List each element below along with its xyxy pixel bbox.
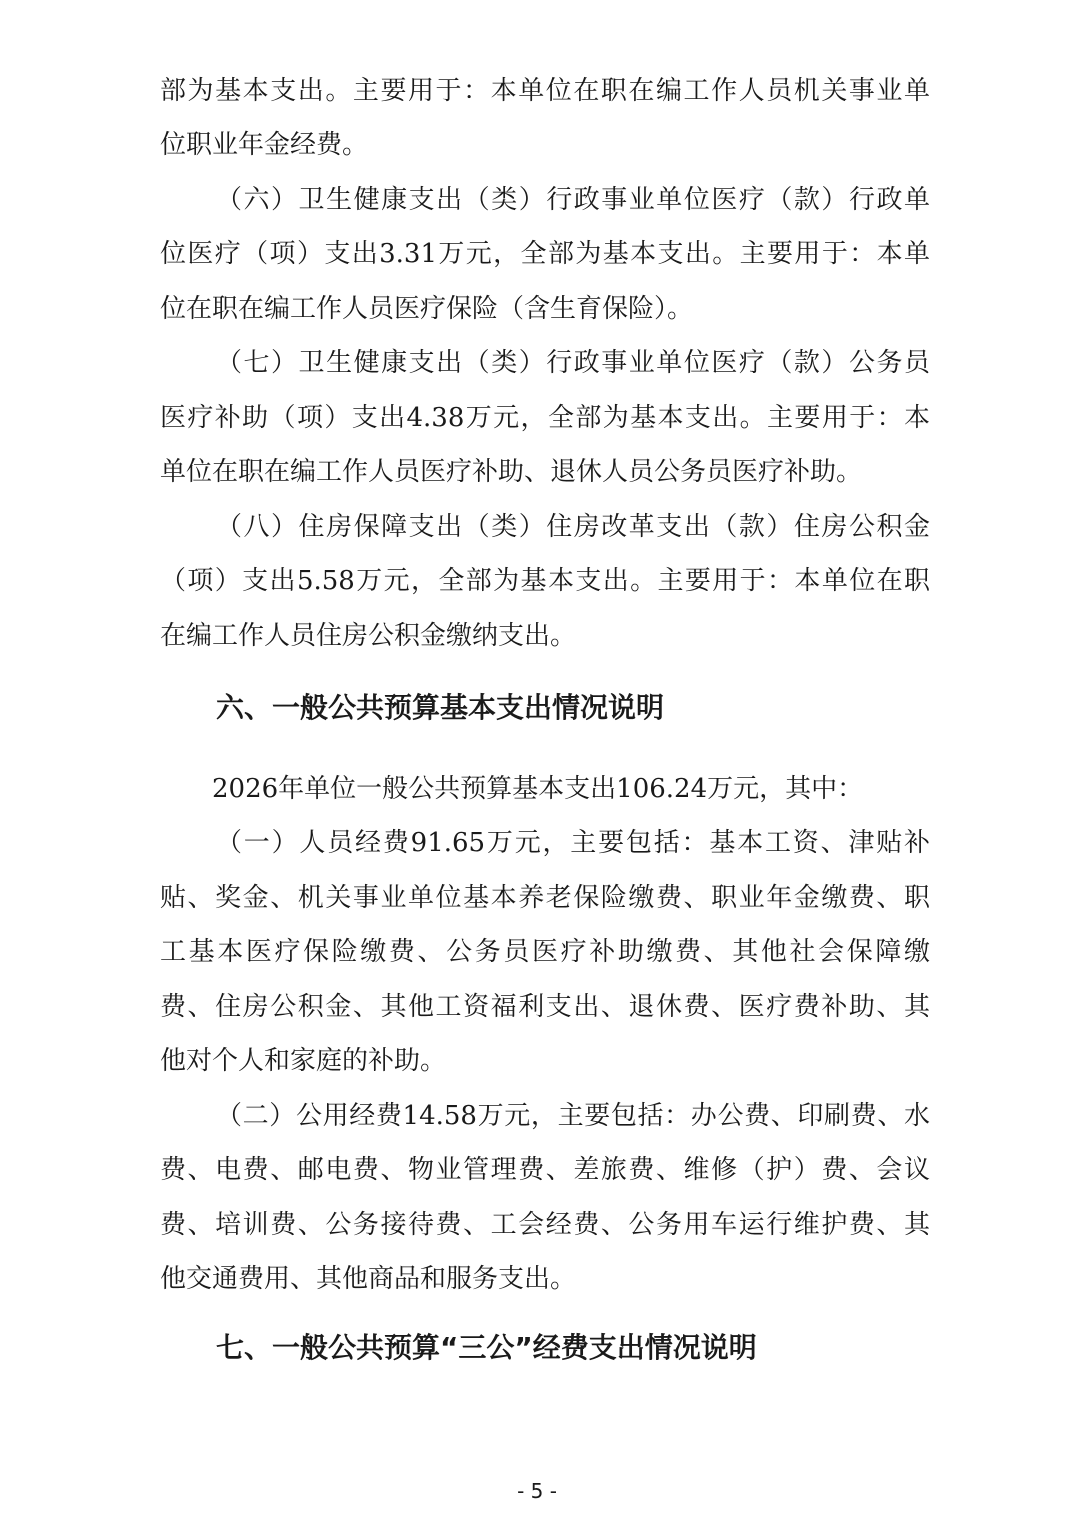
section-6-b-line-3: 费、培训费、公务接待费、工会经费、公务用车运行维护费、其 — [160, 1210, 930, 1240]
section-6-a-line-5: 他对个人和家庭的补助。 — [160, 1046, 447, 1076]
section-6-b-line-2: 费、电费、邮电费、物业管理费、差旅费、维修（护）费、会议 — [160, 1155, 930, 1185]
body-line-cont-1: 部为基本支出。主要用于：本单位在职在编工作人员机关事业单 — [160, 76, 930, 106]
body-line-8-2: （项）支出5.58万元，全部为基本支出。主要用于：本单位在职 — [160, 566, 930, 596]
body-line-cont-2: 位职业年金经费。 — [160, 130, 369, 160]
section-6-heading: 六、一般公共预算基本支出情况说明 — [216, 691, 665, 724]
body-line-6-2: 位医疗（项）支出3.31万元，全部为基本支出。主要用于：本单 — [160, 239, 930, 269]
section-7-heading: 七、一般公共预算“三公”经费支出情况说明 — [216, 1331, 757, 1364]
body-line-8-1: （八）住房保障支出（类）住房改革支出（款）住房公积金 — [216, 512, 930, 542]
section-6-b-line-1: （二）公用经费14.58万元，主要包括：办公费、印刷费、水 — [216, 1101, 930, 1131]
body-line-7-2: 医疗补助（项）支出4.38万元，全部为基本支出。主要用于：本 — [160, 403, 930, 433]
section-6-a-line-1: （一）人员经费91.65万元，主要包括：基本工资、津贴补 — [216, 828, 930, 858]
section-6-a-line-3: 工基本医疗保险缴费、公务员医疗补助缴费、其他社会保障缴 — [160, 937, 930, 967]
page-number: - 5 - — [517, 1479, 557, 1503]
body-line-7-3: 单位在职在编工作人员医疗补助、退休人员公务员医疗补助。 — [160, 457, 863, 487]
section-6-a-line-4: 费、住房公积金、其他工资福利支出、退休费、医疗费补助、其 — [160, 992, 930, 1022]
body-line-6-3: 位在职在编工作人员医疗保险（含生育保险）。 — [160, 294, 694, 324]
section-6-intro: 2026年单位一般公共预算基本支出106.24万元，其中： — [212, 774, 864, 804]
section-6-b-line-4: 他交通费用、其他商品和服务支出。 — [160, 1264, 577, 1294]
body-line-8-3: 在编工作人员住房公积金缴纳支出。 — [160, 621, 577, 651]
body-line-6-1: （六）卫生健康支出（类）行政事业单位医疗（款）行政单 — [216, 185, 930, 215]
body-line-7-1: （七）卫生健康支出（类）行政事业单位医疗（款）公务员 — [216, 348, 930, 378]
section-6-a-line-2: 贴、奖金、机关事业单位基本养老保险缴费、职业年金缴费、职 — [160, 883, 930, 913]
